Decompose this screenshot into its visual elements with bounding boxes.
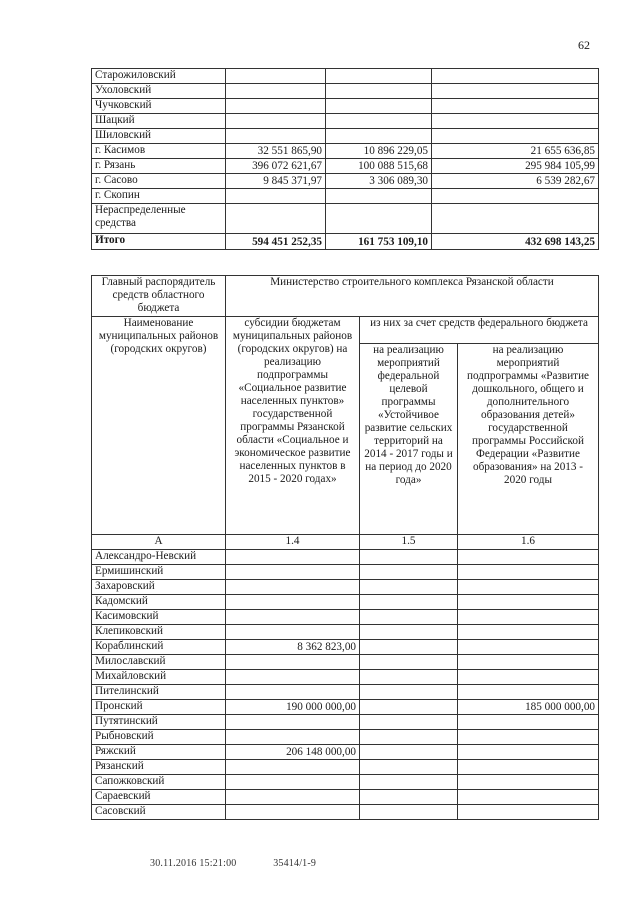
amount-cell: 3 306 089,30 bbox=[326, 174, 432, 189]
table-row bbox=[92, 730, 599, 745]
district-name-cell: г. Сасово bbox=[92, 174, 226, 189]
amount-cell bbox=[226, 129, 326, 144]
district-name-cell: г. Рязань bbox=[92, 159, 226, 174]
amount-cell bbox=[226, 565, 360, 580]
page-number: 62 bbox=[578, 38, 590, 52]
district-name-cell: Пителинский bbox=[92, 685, 226, 700]
main-table-body bbox=[92, 276, 599, 820]
district-name-cell: Итого bbox=[92, 234, 226, 250]
district-name-cell: Сараевский bbox=[92, 790, 226, 805]
amount-cell bbox=[226, 805, 360, 820]
amount-cell: 396 072 621,67 bbox=[226, 159, 326, 174]
table-row bbox=[92, 775, 599, 790]
district-name-cell: Ухоловский bbox=[92, 84, 226, 99]
amount-cell bbox=[360, 730, 458, 745]
table-row bbox=[92, 610, 599, 625]
amount-cell bbox=[432, 99, 599, 114]
amount-cell bbox=[226, 625, 360, 640]
amount-cell bbox=[360, 625, 458, 640]
amount-cell bbox=[326, 189, 432, 204]
district-name-cell: Нераспределенные средства bbox=[92, 204, 226, 234]
amount-cell bbox=[458, 805, 599, 820]
amount-cell bbox=[226, 69, 326, 84]
amount-cell bbox=[458, 550, 599, 565]
district-name-cell: г. Касимов bbox=[92, 144, 226, 159]
amount-cell bbox=[458, 580, 599, 595]
total-row bbox=[92, 234, 599, 250]
header-distributor-row bbox=[92, 276, 599, 317]
table-row bbox=[92, 685, 599, 700]
amount-cell bbox=[226, 84, 326, 99]
table-row bbox=[92, 189, 599, 204]
table-row bbox=[92, 550, 599, 565]
district-name-cell: Ряжский bbox=[92, 745, 226, 760]
footer-doc-id: 35414/1-9 bbox=[273, 858, 317, 869]
amount-cell bbox=[360, 760, 458, 775]
amount-cell: 161 753 109,10 bbox=[326, 234, 432, 250]
amount-cell: 6 539 282,67 bbox=[432, 174, 599, 189]
amount-cell bbox=[326, 114, 432, 129]
amount-cell bbox=[360, 580, 458, 595]
amount-cell bbox=[226, 99, 326, 114]
district-name-cell: Михайловский bbox=[92, 670, 226, 685]
table-row bbox=[92, 69, 599, 84]
amount-cell bbox=[226, 580, 360, 595]
amount-cell bbox=[432, 204, 599, 234]
district-name-cell: Шиловский bbox=[92, 129, 226, 144]
amount-cell bbox=[458, 565, 599, 580]
district-name-cell: Рязанский bbox=[92, 760, 226, 775]
amount-cell bbox=[360, 565, 458, 580]
amount-cell bbox=[458, 730, 599, 745]
table-row bbox=[92, 640, 599, 655]
amount-cell: 190 000 000,00 bbox=[226, 700, 360, 715]
amount-cell bbox=[360, 745, 458, 760]
amount-cell: 32 551 865,90 bbox=[226, 144, 326, 159]
district-name-cell: Сасовский bbox=[92, 805, 226, 820]
amount-cell bbox=[458, 625, 599, 640]
amount-cell bbox=[226, 655, 360, 670]
amount-cell: 594 451 252,35 bbox=[226, 234, 326, 250]
district-name-cell: Рыбновский bbox=[92, 730, 226, 745]
distributor-label: Главный распорядитель средств областного бюджета bbox=[92, 276, 226, 317]
distributor-value: Министерство строительного комплекса Рязанской области bbox=[226, 276, 599, 317]
amount-cell: 100 088 515,68 bbox=[326, 159, 432, 174]
header-federal: из них за счет средств федерального бюджета bbox=[360, 317, 599, 344]
table-row bbox=[92, 745, 599, 760]
district-name-cell: Александро-Невский bbox=[92, 550, 226, 565]
amount-cell bbox=[326, 129, 432, 144]
table-row bbox=[92, 790, 599, 805]
district-name-cell: Захаровский bbox=[92, 580, 226, 595]
district-name-cell: Клепиковский bbox=[92, 625, 226, 640]
district-name-cell: Шацкий bbox=[92, 114, 226, 129]
table-row bbox=[92, 715, 599, 730]
amount-cell bbox=[226, 610, 360, 625]
header-columns-row bbox=[92, 317, 599, 344]
amount-cell: 8 362 823,00 bbox=[226, 640, 360, 655]
index-a: А bbox=[92, 535, 226, 550]
table-row bbox=[92, 204, 599, 234]
index-3: 1.6 bbox=[458, 535, 599, 550]
footer bbox=[150, 858, 350, 869]
amount-cell bbox=[226, 790, 360, 805]
amount-cell bbox=[226, 685, 360, 700]
amount-cell bbox=[360, 595, 458, 610]
amount-cell bbox=[360, 700, 458, 715]
header-federal-b: на реализацию мероприятий подпрограммы «Развитие дошкольного, общего и дополнительного образования детей» государственной программы Российской Федерации «Развитие образования» на 2013 - 2020 годы bbox=[458, 344, 599, 535]
table-row bbox=[92, 595, 599, 610]
amount-cell bbox=[360, 805, 458, 820]
amount-cell bbox=[226, 670, 360, 685]
amount-cell: 295 984 105,99 bbox=[432, 159, 599, 174]
amount-cell bbox=[432, 69, 599, 84]
district-name-cell: Ермишинский bbox=[92, 565, 226, 580]
amount-cell bbox=[432, 114, 599, 129]
table-row bbox=[92, 159, 599, 174]
amount-cell bbox=[360, 610, 458, 625]
district-name-cell: Чучковский bbox=[92, 99, 226, 114]
amount-cell bbox=[226, 204, 326, 234]
amount-cell bbox=[326, 204, 432, 234]
header-subsidy: субсидии бюджетам муниципальных районов (городских округов) на реализацию подпрограммы «Социальное развитие населенных пунктов» государственной программы Рязанской области «Социальное и экономическое развитие населенных пунктов в 2015 - 2020 годах» bbox=[226, 317, 360, 535]
district-name-cell: Путятинский bbox=[92, 715, 226, 730]
table-row bbox=[92, 114, 599, 129]
district-name-cell: Пронский bbox=[92, 700, 226, 715]
table-row bbox=[92, 99, 599, 114]
amount-cell bbox=[458, 685, 599, 700]
amount-cell bbox=[458, 640, 599, 655]
table-row bbox=[92, 760, 599, 775]
amount-cell: 10 896 229,05 bbox=[326, 144, 432, 159]
table-row bbox=[92, 670, 599, 685]
amount-cell bbox=[458, 655, 599, 670]
district-name-cell: Кораблинский bbox=[92, 640, 226, 655]
amount-cell bbox=[226, 760, 360, 775]
amount-cell bbox=[226, 715, 360, 730]
amount-cell bbox=[432, 84, 599, 99]
table-row bbox=[92, 805, 599, 820]
amount-cell bbox=[360, 550, 458, 565]
table-row bbox=[92, 625, 599, 640]
amount-cell bbox=[360, 640, 458, 655]
amount-cell bbox=[326, 69, 432, 84]
district-name-cell: Милославский bbox=[92, 655, 226, 670]
index-2: 1.5 bbox=[360, 535, 458, 550]
table-row bbox=[92, 700, 599, 715]
top-table-body bbox=[92, 69, 599, 250]
table-row bbox=[92, 84, 599, 99]
amount-cell bbox=[360, 685, 458, 700]
amount-cell bbox=[360, 790, 458, 805]
amount-cell bbox=[360, 775, 458, 790]
amount-cell bbox=[432, 189, 599, 204]
amount-cell bbox=[226, 595, 360, 610]
amount-cell bbox=[226, 775, 360, 790]
header-index-row bbox=[92, 535, 599, 550]
header-federal-a: на реализацию мероприятий федеральной целевой программы «Устойчивое развитие сельских территорий на 2014 - 2017 годы и на период до 2020 года» bbox=[360, 344, 458, 535]
amount-cell bbox=[360, 715, 458, 730]
amount-cell bbox=[326, 84, 432, 99]
table-row bbox=[92, 565, 599, 580]
amount-cell bbox=[458, 610, 599, 625]
amount-cell bbox=[432, 129, 599, 144]
district-name-cell: Касимовский bbox=[92, 610, 226, 625]
amount-cell bbox=[226, 114, 326, 129]
amount-cell: 9 845 371,97 bbox=[226, 174, 326, 189]
amount-cell: 21 655 636,85 bbox=[432, 144, 599, 159]
amount-cell: 185 000 000,00 bbox=[458, 700, 599, 715]
amount-cell bbox=[360, 655, 458, 670]
table-row bbox=[92, 144, 599, 159]
main-table bbox=[91, 275, 599, 820]
district-name-cell: Сапожковский bbox=[92, 775, 226, 790]
header-name: Наименование муниципальных районов (городских округов) bbox=[92, 317, 226, 535]
amount-cell bbox=[226, 189, 326, 204]
district-name-cell: Старожиловский bbox=[92, 69, 226, 84]
amount-cell bbox=[326, 99, 432, 114]
top-table bbox=[91, 68, 599, 250]
amount-cell bbox=[458, 760, 599, 775]
table-row bbox=[92, 655, 599, 670]
amount-cell bbox=[458, 745, 599, 760]
amount-cell bbox=[360, 670, 458, 685]
footer-timestamp: 30.11.2016 15:21:00 bbox=[150, 858, 237, 869]
table-row bbox=[92, 174, 599, 189]
amount-cell bbox=[458, 775, 599, 790]
amount-cell bbox=[458, 595, 599, 610]
district-name-cell: г. Скопин bbox=[92, 189, 226, 204]
amount-cell bbox=[226, 550, 360, 565]
amount-cell: 432 698 143,25 bbox=[432, 234, 599, 250]
district-name-cell: Кадомский bbox=[92, 595, 226, 610]
amount-cell bbox=[458, 670, 599, 685]
table-row bbox=[92, 129, 599, 144]
amount-cell bbox=[458, 790, 599, 805]
amount-cell bbox=[458, 715, 599, 730]
index-1: 1.4 bbox=[226, 535, 360, 550]
amount-cell: 206 148 000,00 bbox=[226, 745, 360, 760]
amount-cell bbox=[226, 730, 360, 745]
table-row bbox=[92, 580, 599, 595]
